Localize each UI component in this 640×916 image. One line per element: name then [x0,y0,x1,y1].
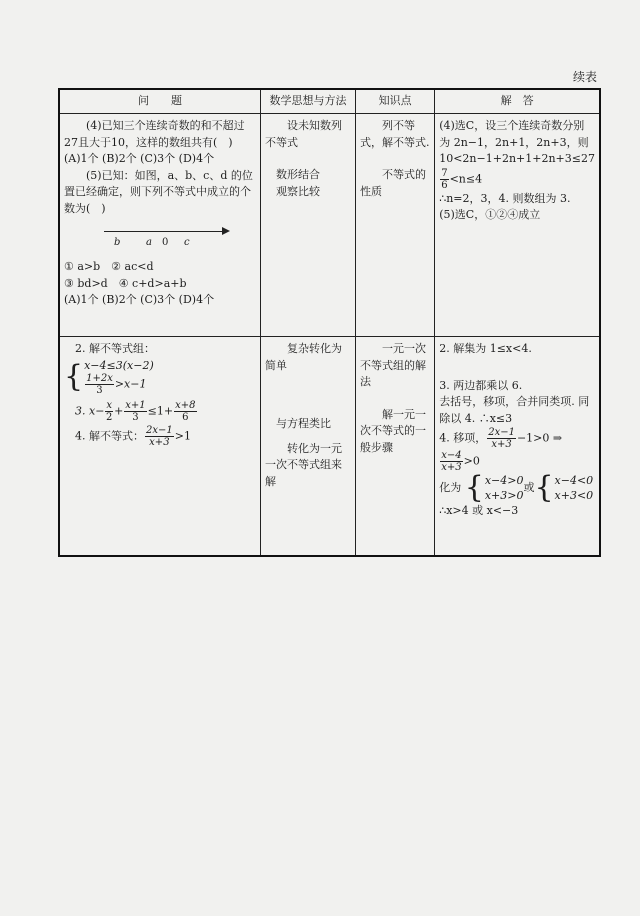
statements-1-2: ① a>b ② ac<d [64,260,154,273]
numerator: x [106,399,113,411]
table-header-row [59,89,600,114]
method-cell [261,114,356,337]
system-line [84,373,154,396]
header-problem: 问 题 [59,89,261,114]
system-line: x+3<0 [554,489,594,502]
q4-tail: >1 [174,429,191,442]
numerator: x+8 [175,399,196,411]
inequality-system: { x−4≤3(x−2) $\frac{1+2x}{3}$ >x−1 [64,358,154,396]
system-line: x−4<0 [554,474,594,487]
problem-cell [59,337,261,557]
answer-line: (5)选C，①②④成立 [439,208,541,221]
system-tail: >x−1 [114,377,147,390]
numerator: x−4 [441,450,462,461]
method-text: 数形结合 [276,168,321,181]
knowledge-text: 一元一次不等式组的解法 [360,342,427,388]
math-summary-table [58,88,601,557]
method-text: 与方程类比 [276,417,332,430]
label-a: a [146,237,152,248]
table-row [59,337,600,557]
denominator: 3 [132,411,139,423]
answer-text: 4. 移项， [439,431,487,445]
knowledge-text: 解一元一次不等式的一般步骤 [360,407,427,454]
answer-line: 10<2n−1+2n+1+2n+3≤27 [439,152,595,165]
answer-line: ∴x>4 或 x<−3 [439,504,519,517]
answer-line: (4)选C，设三个连续奇数分别为 2n−1，2n+1，2n+3，则 [439,119,589,149]
q4-options: (A)1个 (B)2个 (C)3个 (D)4个 [64,152,215,165]
answer-line [439,168,595,191]
denominator: x+3 [149,436,170,448]
label-b: b [114,237,121,248]
answer-cell [435,114,600,337]
answer-text: 或 [523,481,535,494]
problem-cell [59,114,261,337]
method-cell [261,337,356,557]
statements-3-4: ③ bd>d ④ c+d>a+b [64,276,187,290]
system-line: x+3>0 [484,489,524,502]
numerator: 7 [441,167,448,179]
method-text: 观察比较 [276,184,321,198]
answer-line: 3. 两边都乘以 6. [439,378,523,392]
q5-options: (A)1个 (B)2个 (C)3个 (D)4个 [64,293,215,306]
header-knowledge: 知识点 [356,89,435,114]
answer-line [439,427,595,450]
q2-label: 2. 解不等式组： [75,342,155,355]
header-method: 数学思想与方法 [261,89,356,114]
denominator: 6 [441,179,448,191]
answer-line: 2. 解集为 1≤x<4. [439,342,532,355]
q4 [64,425,256,448]
q5-text: (5)已知：如图，a、b、c、d 的位置已经确定，则下列不等式中成立的个数为( ) [64,168,253,215]
header-answer: 解 答 [435,89,600,114]
q3-prefix: 3. x− [75,404,105,417]
method-text: 复杂转化为简单 [265,342,343,372]
q3: 3. x− $\frac{x}{2}$ + $\frac{x+1}{3}$ ≤1+ $\frac{x+8}{6}$ [75,399,196,423]
method-text: 转化为一元一次不等式组来解 [265,441,343,488]
answer-line: ∴n=2，3，4. 则数组为 3. [439,191,571,205]
q4-prefix: 4. 解不等式： [75,429,144,442]
answer-text: >0 [463,454,480,468]
q4-text: (4)已知三个连续奇数的和不超过27且大于10，这样的数组共有( ) [64,119,245,149]
arrow-icon [222,227,230,235]
table-row [59,114,600,337]
numerator: x+1 [125,399,146,411]
answer-text: 化为 [439,481,462,494]
knowledge-cell [356,114,435,337]
answer-text: −1>0 ⇒ [516,431,563,445]
denominator: x+3 [441,462,462,473]
numerator: 1+2x [86,372,113,384]
method-text: 设未知数列不等式 [265,119,343,149]
answer-line: 去括号，移项，合并同类项. 同除以 4. ∴x≤3 [439,395,590,425]
numerator: 2x−1 [488,427,515,438]
answer-cell [435,337,600,557]
knowledge-cell [356,337,435,557]
denominator: 6 [182,411,189,423]
denominator: 2 [106,411,113,423]
denominator: x+3 [491,439,512,450]
answer-line [439,450,595,473]
q3-mid: ≤1+ [147,404,174,417]
system-line: x−4>0 [484,474,524,487]
denominator: 3 [96,384,103,396]
answer-text: <n≤4 [449,172,483,185]
system-line: x−4≤3(x−2) [84,358,154,372]
answer-line: 化为 { x−4>0 x+3>0 或 { x−4<0 x+3<0 [439,470,594,505]
continued-label: 续表 [573,70,598,84]
label-zero: 0 [162,237,169,248]
numerator: 2x−1 [146,424,173,436]
knowledge-text: 不等式的性质 [360,168,427,198]
number-line-figure [104,223,230,257]
knowledge-text: 列不等式，解不等式. [360,119,430,149]
label-c: c [184,237,190,248]
